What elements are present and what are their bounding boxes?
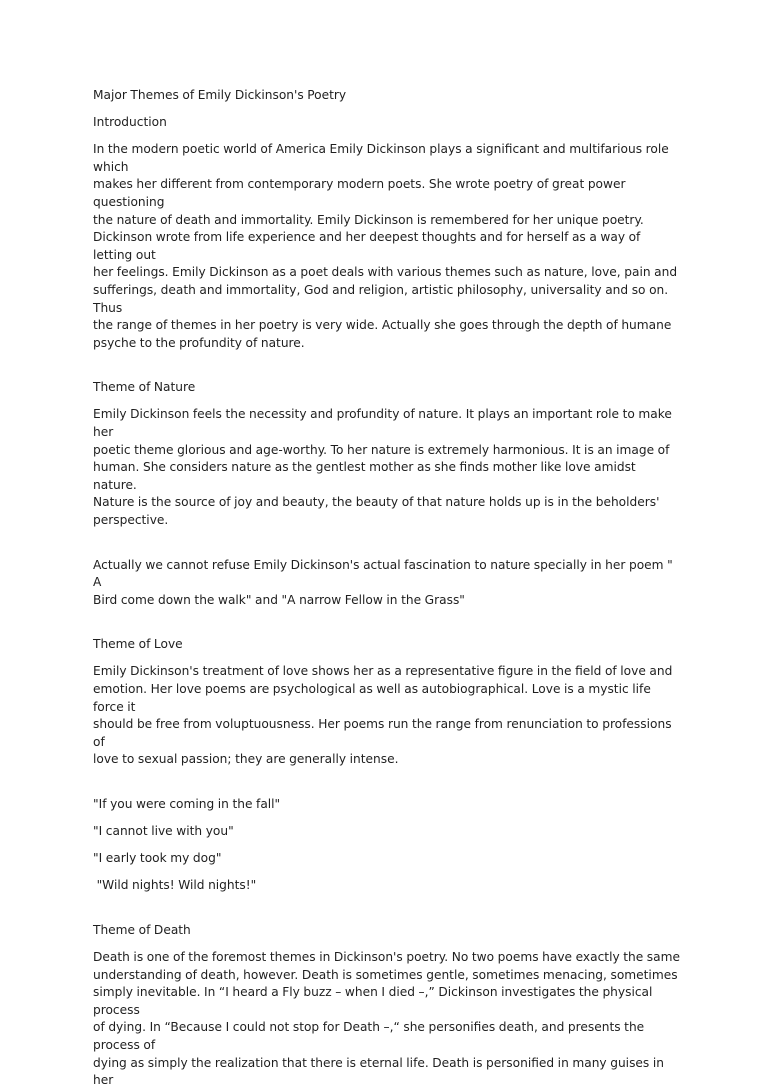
paragraph-line: emotion. Her love poems are psychological as well as autobiographical. Love is a mystic life force it [93, 682, 655, 714]
paragraph-line: simply inevitable. In “I heard a Fly buzz – when I died –,” Dickinson investigates the physical process [93, 985, 656, 1017]
paragraph-line: In the modern poetic world of America Emily Dickinson plays a significant and multifarious role which [93, 142, 673, 174]
paragraph-line: her feelings. Emily Dickinson as a poet deals with various themes such as nature, love, pain and [93, 265, 678, 280]
paragraph-line: Bird come down the walk" and "A narrow Fellow in the Grass" [93, 592, 465, 607]
paragraph-line: of dying. In “Because I could not stop for Death –,“ she personifies death, and presents the process of [93, 1020, 648, 1052]
paragraph-line: poetic theme glorious and age-worthy. To her nature is extremely harmonious. It is an image of [93, 442, 670, 457]
paragraph-line: dying as simply the realization that there is eternal life. Death is personified in many guises in her [93, 1055, 668, 1088]
nature-extra-paragraph [93, 557, 683, 610]
paragraph-line: the nature of death and immortality. Emily Dickinson is remembered for her unique poetry. [93, 212, 644, 227]
paragraph-line: perspective. [93, 512, 169, 527]
poem-title: "I early took my dog" [93, 851, 222, 866]
paragraph-line: Dickinson wrote from life experience and her deepest thoughts and for herself as a way of letting out [93, 230, 644, 262]
love-heading: Theme of Love [93, 637, 183, 652]
document-title: Major Themes of Emily Dickinson's Poetry [93, 88, 347, 102]
death-heading: Theme of Death [93, 922, 191, 937]
poem-title: "I cannot live with you" [93, 824, 234, 839]
intro-paragraph [93, 141, 683, 352]
poem-title: "Wild nights! Wild nights!" [93, 878, 257, 893]
paragraph-line: human. She considers nature as the gentlest mother as she finds mother like love amidst nature. [93, 460, 640, 492]
paragraph-line: sufferings, death and immortality, God and religion, artistic philosophy, universality and so on. Thus [93, 282, 672, 315]
love-poem-list [93, 796, 683, 895]
intro-heading: Introduction [93, 115, 167, 130]
paragraph-line: Actually we cannot refuse Emily Dickinson's actual fascination to nature specially in her poem " A [93, 557, 677, 590]
paragraph-line: Emily Dickinson feels the necessity and profundity of nature. It plays an important role to make her [93, 407, 676, 439]
paragraph-line: understanding of death, however. Death is sometimes gentle, sometimes menacing, sometimes [93, 967, 678, 982]
paragraph-line: Death is one of the foremost themes in Dickinson's poetry. No two poems have exactly the same [93, 949, 680, 964]
paragraph-line: Emily Dickinson's treatment of love shows her as a representative figure in the field of love and [93, 664, 673, 679]
poem-title: "If you were coming in the fall" [93, 797, 281, 811]
document-body [93, 87, 683, 1090]
paragraph-line: should be free from voluptuousness. Her poems run the range from renunciation to professions of [93, 717, 676, 749]
paragraph-line: Nature is the source of joy and beauty, the beauty of that nature holds up is in the beholders' [93, 495, 660, 510]
love-paragraph [93, 663, 683, 769]
paragraph-line: makes her different from contemporary modern poets. She wrote poetry of great power questioning [93, 177, 630, 209]
paragraph-line: love to sexual passion; they are generally intense. [93, 752, 399, 767]
nature-heading: Theme of Nature [93, 380, 196, 395]
nature-paragraph [93, 406, 683, 529]
death-paragraph [93, 949, 683, 1090]
paragraph-line: the range of themes in her poetry is very wide. Actually she goes through the depth of humane [93, 318, 672, 333]
paragraph-line: psyche to the profundity of nature. [93, 335, 305, 350]
